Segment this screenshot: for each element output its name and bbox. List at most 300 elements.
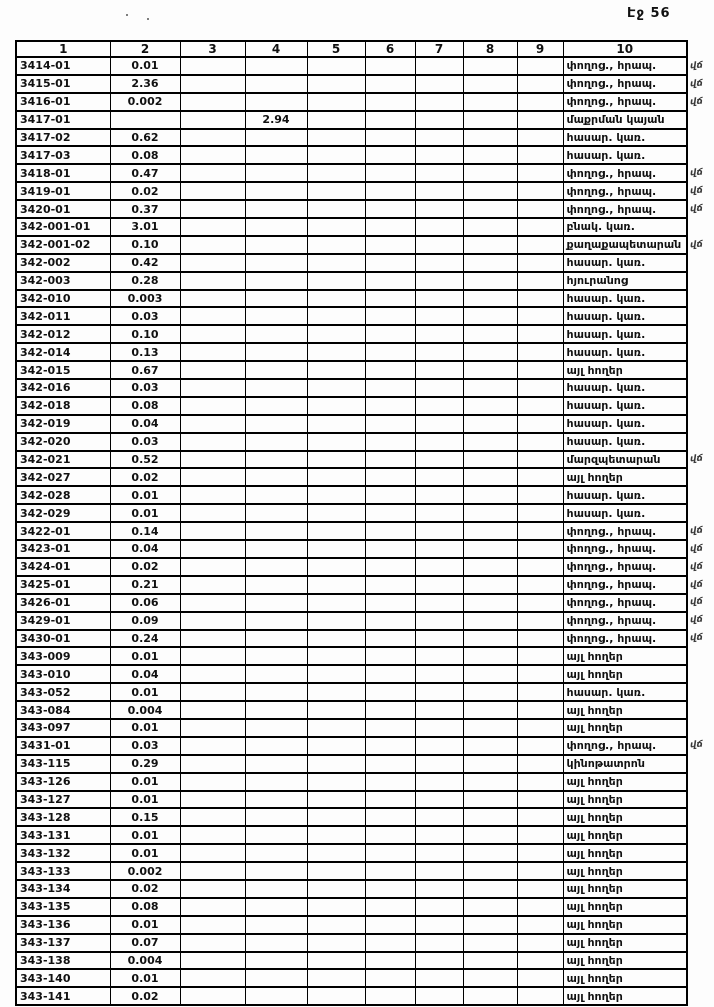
table-row: [16, 307, 687, 325]
empty-cell: [463, 200, 517, 218]
empty-cell: [517, 307, 563, 325]
empty-cell: [307, 683, 365, 701]
header-row: [16, 41, 687, 57]
area-cell: 0.10: [110, 325, 180, 343]
empty-cell: [517, 182, 563, 200]
code-cell: 342-001-01: [16, 218, 110, 236]
table-row: [16, 361, 687, 379]
col4-cell: [245, 737, 307, 755]
landuse-cell: փողոց., հրապ.: [563, 737, 687, 755]
empty-cell: [517, 755, 563, 773]
table-row: [16, 433, 687, 451]
empty-cell: [365, 236, 415, 254]
col4-cell: [245, 57, 307, 75]
empty-cell: [415, 468, 463, 486]
landuse-cell: փողոց., հրապ.: [563, 540, 687, 558]
col4-cell: [245, 307, 307, 325]
col4-cell: [245, 987, 307, 1005]
area-cell: 0.02: [110, 182, 180, 200]
landuse-cell: այլ հողեր: [563, 898, 687, 916]
code-cell: 342-012: [16, 325, 110, 343]
empty-cell: [180, 952, 245, 970]
empty-cell: [180, 987, 245, 1005]
landuse-cell: փողոց., հրապ.: [563, 182, 687, 200]
empty-cell: [415, 200, 463, 218]
margin-note: վճ: [689, 185, 704, 197]
empty-cell: [180, 164, 245, 182]
empty-cell: [307, 969, 365, 987]
empty-cell: [365, 647, 415, 665]
landuse-cell: այլ հողեր: [563, 952, 687, 970]
empty-cell: [415, 272, 463, 290]
margin-note: վճ: [689, 525, 704, 537]
col4-cell: [245, 129, 307, 147]
empty-cell: [307, 612, 365, 630]
empty-cell: [180, 290, 245, 308]
empty-cell: [307, 665, 365, 683]
col4-cell: [245, 343, 307, 361]
landuse-cell: այլ հողեր: [563, 826, 687, 844]
empty-cell: [307, 433, 365, 451]
empty-cell: [517, 486, 563, 504]
code-cell: 3419-01: [16, 182, 110, 200]
empty-cell: [365, 880, 415, 898]
empty-cell: [180, 182, 245, 200]
empty-cell: [517, 468, 563, 486]
margin-note: վճ: [689, 561, 704, 572]
empty-cell: [365, 558, 415, 576]
area-cell: 0.24: [110, 630, 180, 648]
empty-cell: [463, 594, 517, 612]
empty-cell: [307, 737, 365, 755]
code-cell: 343-126: [16, 773, 110, 791]
landuse-cell: փողոց., հրապ.: [563, 522, 687, 540]
empty-cell: [415, 647, 463, 665]
col4-cell: [245, 791, 307, 809]
landuse-cell: փողոց., հրապ.: [563, 57, 687, 75]
empty-cell: [463, 415, 517, 433]
code-cell: 343-127: [16, 791, 110, 809]
empty-cell: [517, 236, 563, 254]
col4-cell: [245, 486, 307, 504]
col4-cell: [245, 93, 307, 111]
empty-cell: [180, 594, 245, 612]
landuse-cell: այլ հողեր: [563, 361, 687, 379]
landuse-cell: փողոց., հրապ.: [563, 630, 687, 648]
margin-note: վճ: [689, 597, 704, 608]
empty-cell: [365, 969, 415, 987]
area-cell: 0.37: [110, 200, 180, 218]
empty-cell: [415, 343, 463, 361]
empty-cell: [180, 129, 245, 147]
empty-cell: [463, 540, 517, 558]
empty-cell: [415, 594, 463, 612]
empty-cell: [463, 576, 517, 594]
area-cell: 0.28: [110, 272, 180, 290]
empty-cell: [365, 379, 415, 397]
table-row: [16, 934, 687, 952]
table-row: [16, 844, 687, 862]
empty-cell: [365, 218, 415, 236]
empty-cell: [517, 934, 563, 952]
empty-cell: [365, 164, 415, 182]
area-cell: 0.06: [110, 594, 180, 612]
empty-cell: [307, 111, 365, 129]
landuse-cell: այլ հողեր: [563, 468, 687, 486]
empty-cell: [463, 862, 517, 880]
table-row: [16, 236, 687, 254]
empty-cell: [365, 916, 415, 934]
code-cell: 3417-01: [16, 111, 110, 129]
empty-cell: [365, 773, 415, 791]
code-cell: 343-136: [16, 916, 110, 934]
code-cell: 3423-01: [16, 540, 110, 558]
table-row: [16, 594, 687, 612]
column-header-8: 8: [463, 41, 517, 57]
area-cell: 3.01: [110, 218, 180, 236]
empty-cell: [415, 934, 463, 952]
land-register-table: [15, 40, 688, 1006]
code-cell: 342-002: [16, 254, 110, 272]
table-row: [16, 75, 687, 93]
area-cell: [110, 111, 180, 129]
area-cell: 0.42: [110, 254, 180, 272]
empty-cell: [415, 254, 463, 272]
empty-cell: [517, 343, 563, 361]
empty-cell: [463, 254, 517, 272]
empty-cell: [307, 379, 365, 397]
empty-cell: [365, 468, 415, 486]
empty-cell: [517, 522, 563, 540]
empty-cell: [463, 701, 517, 719]
column-header-9: 9: [517, 41, 563, 57]
empty-cell: [365, 630, 415, 648]
landuse-cell: փողոց., հրապ.: [563, 164, 687, 182]
empty-cell: [180, 57, 245, 75]
margin-note: վճ: [689, 60, 704, 72]
empty-cell: [463, 486, 517, 504]
area-cell: 0.01: [110, 773, 180, 791]
empty-cell: [415, 486, 463, 504]
empty-cell: [517, 558, 563, 576]
empty-cell: [365, 486, 415, 504]
empty-cell: [463, 75, 517, 93]
empty-cell: [307, 236, 365, 254]
empty-cell: [517, 254, 563, 272]
empty-cell: [463, 236, 517, 254]
empty-cell: [517, 576, 563, 594]
empty-cell: [415, 504, 463, 522]
col4-cell: [245, 934, 307, 952]
col4-cell: [245, 719, 307, 737]
landuse-cell: հյուրանոց: [563, 272, 687, 290]
landuse-cell: հասար. կառ.: [563, 325, 687, 343]
empty-cell: [365, 93, 415, 111]
empty-cell: [517, 218, 563, 236]
area-cell: 0.04: [110, 540, 180, 558]
empty-cell: [517, 701, 563, 719]
empty-cell: [307, 146, 365, 164]
area-cell: 0.01: [110, 486, 180, 504]
empty-cell: [415, 218, 463, 236]
landuse-cell: քաղաքապետարան: [563, 236, 687, 254]
empty-cell: [365, 129, 415, 147]
empty-cell: [365, 826, 415, 844]
empty-cell: [365, 576, 415, 594]
code-cell: 3431-01: [16, 737, 110, 755]
empty-cell: [415, 361, 463, 379]
col4-cell: [245, 218, 307, 236]
empty-cell: [365, 612, 415, 630]
empty-cell: [307, 701, 365, 719]
empty-cell: [180, 701, 245, 719]
empty-cell: [365, 898, 415, 916]
empty-cell: [180, 665, 245, 683]
empty-cell: [415, 737, 463, 755]
code-cell: 342-027: [16, 468, 110, 486]
col4-cell: [245, 558, 307, 576]
empty-cell: [307, 272, 365, 290]
empty-cell: [517, 504, 563, 522]
empty-cell: [307, 952, 365, 970]
empty-cell: [365, 307, 415, 325]
landuse-cell: այլ հողեր: [563, 916, 687, 934]
empty-cell: [307, 325, 365, 343]
empty-cell: [415, 182, 463, 200]
empty-cell: [365, 433, 415, 451]
area-cell: 0.01: [110, 844, 180, 862]
empty-cell: [463, 433, 517, 451]
empty-cell: [365, 325, 415, 343]
empty-cell: [415, 612, 463, 630]
empty-cell: [307, 75, 365, 93]
empty-cell: [463, 952, 517, 970]
empty-cell: [517, 397, 563, 415]
table-row: [16, 683, 687, 701]
empty-cell: [180, 146, 245, 164]
empty-cell: [463, 272, 517, 290]
empty-cell: [415, 755, 463, 773]
empty-cell: [463, 665, 517, 683]
empty-cell: [463, 522, 517, 540]
code-cell: 342-014: [16, 343, 110, 361]
column-header-3: 3: [180, 41, 245, 57]
scan-speck: [147, 18, 149, 20]
empty-cell: [180, 254, 245, 272]
area-cell: 0.01: [110, 647, 180, 665]
landuse-cell: այլ հողեր: [563, 701, 687, 719]
code-cell: 342-016: [16, 379, 110, 397]
code-cell: 342-015: [16, 361, 110, 379]
empty-cell: [365, 254, 415, 272]
empty-cell: [517, 612, 563, 630]
empty-cell: [180, 773, 245, 791]
code-cell: 343-097: [16, 719, 110, 737]
landuse-cell: այլ հողեր: [563, 773, 687, 791]
margin-note: վճ: [689, 740, 704, 751]
empty-cell: [517, 164, 563, 182]
empty-cell: [463, 969, 517, 987]
empty-cell: [517, 987, 563, 1005]
empty-cell: [180, 451, 245, 469]
empty-cell: [307, 755, 365, 773]
empty-cell: [307, 898, 365, 916]
code-cell: 3424-01: [16, 558, 110, 576]
code-cell: 342-011: [16, 307, 110, 325]
empty-cell: [517, 433, 563, 451]
empty-cell: [463, 111, 517, 129]
empty-cell: [415, 683, 463, 701]
col4-cell: 2.94: [245, 111, 307, 129]
landuse-cell: հասար. կառ.: [563, 504, 687, 522]
empty-cell: [463, 683, 517, 701]
empty-cell: [463, 808, 517, 826]
area-cell: 0.02: [110, 987, 180, 1005]
empty-cell: [517, 415, 563, 433]
col4-cell: [245, 468, 307, 486]
empty-cell: [307, 415, 365, 433]
area-cell: 0.01: [110, 57, 180, 75]
area-cell: 0.10: [110, 236, 180, 254]
empty-cell: [415, 916, 463, 934]
landuse-cell: այլ հողեր: [563, 647, 687, 665]
landuse-cell: հասար. կառ.: [563, 379, 687, 397]
empty-cell: [415, 576, 463, 594]
area-cell: 0.01: [110, 969, 180, 987]
table-body: [16, 57, 687, 1005]
empty-cell: [307, 164, 365, 182]
area-cell: 0.52: [110, 451, 180, 469]
empty-cell: [365, 987, 415, 1005]
landuse-cell: հասար. կառ.: [563, 254, 687, 272]
code-cell: 342-003: [16, 272, 110, 290]
empty-cell: [307, 307, 365, 325]
code-cell: 3417-02: [16, 129, 110, 147]
empty-cell: [517, 57, 563, 75]
col4-cell: [245, 880, 307, 898]
col4-cell: [245, 415, 307, 433]
empty-cell: [307, 808, 365, 826]
empty-cell: [463, 504, 517, 522]
empty-cell: [180, 612, 245, 630]
empty-cell: [517, 683, 563, 701]
empty-cell: [415, 952, 463, 970]
empty-cell: [365, 665, 415, 683]
empty-cell: [307, 129, 365, 147]
empty-cell: [517, 952, 563, 970]
empty-cell: [463, 755, 517, 773]
empty-cell: [307, 540, 365, 558]
empty-cell: [180, 576, 245, 594]
table-row: [16, 701, 687, 719]
empty-cell: [415, 290, 463, 308]
landuse-cell: հասար. կառ.: [563, 433, 687, 451]
empty-cell: [307, 522, 365, 540]
table-row: [16, 612, 687, 630]
col4-cell: [245, 808, 307, 826]
area-cell: 0.03: [110, 737, 180, 755]
area-cell: 0.02: [110, 468, 180, 486]
empty-cell: [517, 146, 563, 164]
code-cell: 3417-03: [16, 146, 110, 164]
table-row: [16, 558, 687, 576]
area-cell: 2.36: [110, 75, 180, 93]
margin-note: վճ: [689, 96, 704, 108]
empty-cell: [180, 898, 245, 916]
empty-cell: [180, 630, 245, 648]
empty-cell: [517, 594, 563, 612]
empty-cell: [517, 200, 563, 218]
empty-cell: [415, 862, 463, 880]
empty-cell: [463, 397, 517, 415]
empty-cell: [463, 612, 517, 630]
empty-cell: [307, 647, 365, 665]
col4-cell: [245, 969, 307, 987]
empty-cell: [365, 272, 415, 290]
table-row: [16, 630, 687, 648]
empty-cell: [365, 182, 415, 200]
landuse-cell: այլ հողեր: [563, 791, 687, 809]
area-cell: 0.01: [110, 916, 180, 934]
empty-cell: [463, 451, 517, 469]
area-cell: 0.15: [110, 808, 180, 826]
code-cell: 3416-01: [16, 93, 110, 111]
empty-cell: [307, 916, 365, 934]
area-cell: 0.07: [110, 934, 180, 952]
empty-cell: [307, 397, 365, 415]
area-cell: 0.08: [110, 397, 180, 415]
col4-cell: [245, 272, 307, 290]
table-row: [16, 576, 687, 594]
landuse-cell: փողոց., հրապ.: [563, 200, 687, 218]
margin-note: վճ: [689, 78, 704, 90]
table-row: [16, 129, 687, 147]
table-row: [16, 916, 687, 934]
empty-cell: [463, 987, 517, 1005]
empty-cell: [517, 773, 563, 791]
empty-cell: [307, 468, 365, 486]
empty-cell: [180, 379, 245, 397]
empty-cell: [517, 290, 563, 308]
empty-cell: [307, 57, 365, 75]
area-cell: 0.14: [110, 522, 180, 540]
code-cell: 3414-01: [16, 57, 110, 75]
landuse-cell: մաքրման կայան: [563, 111, 687, 129]
code-cell: 343-131: [16, 826, 110, 844]
area-cell: 0.004: [110, 701, 180, 719]
area-cell: 0.04: [110, 415, 180, 433]
code-cell: 342-018: [16, 397, 110, 415]
empty-cell: [180, 969, 245, 987]
empty-cell: [463, 647, 517, 665]
table-row: [16, 755, 687, 773]
empty-cell: [365, 75, 415, 93]
col4-cell: [245, 164, 307, 182]
margin-note: վճ: [689, 167, 704, 179]
page-number: Էջ 56: [627, 6, 671, 21]
empty-cell: [415, 397, 463, 415]
landuse-cell: բնակ. կառ.: [563, 218, 687, 236]
area-cell: 0.02: [110, 880, 180, 898]
empty-cell: [180, 862, 245, 880]
landuse-cell: այլ հողեր: [563, 844, 687, 862]
code-cell: 3429-01: [16, 612, 110, 630]
landuse-cell: փողոց., հրապ.: [563, 75, 687, 93]
empty-cell: [180, 111, 245, 129]
table-row: [16, 57, 687, 75]
empty-cell: [463, 737, 517, 755]
table-row: [16, 898, 687, 916]
